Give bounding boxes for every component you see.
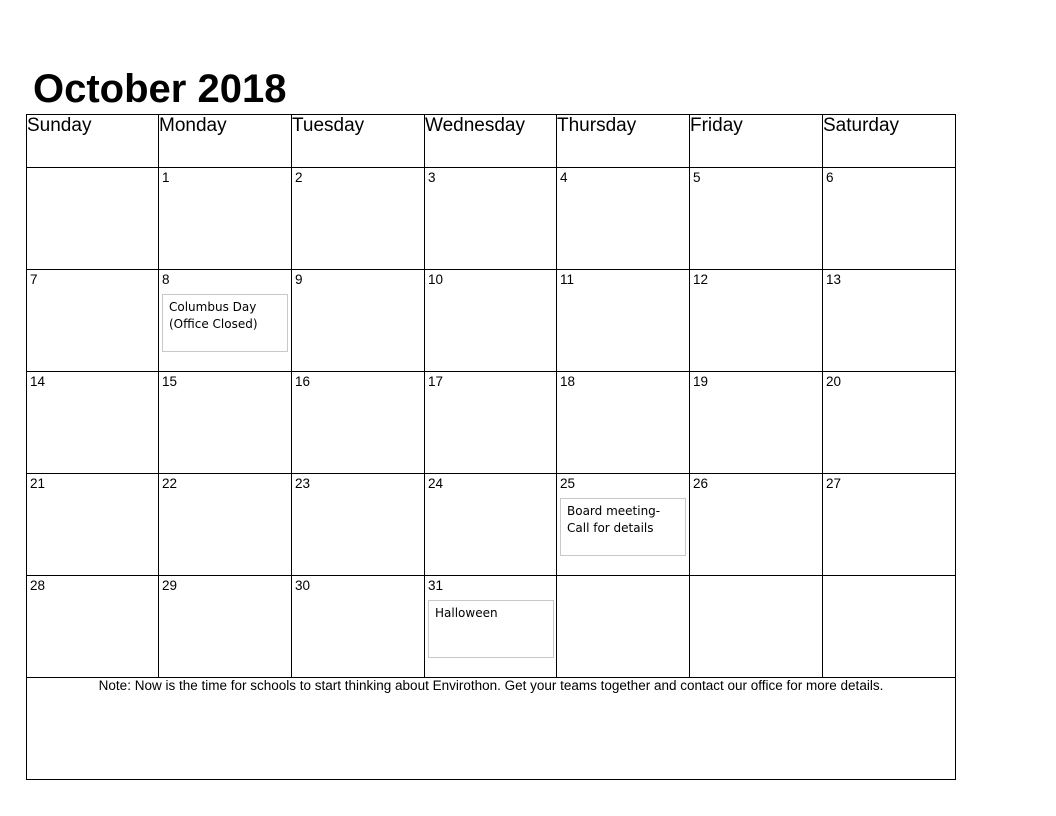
day-cell [27,372,159,474]
day-cell [690,372,823,474]
day-cell [159,270,292,372]
event-text: Call for details [567,521,654,535]
day-cell [557,474,690,576]
day-cell [27,474,159,576]
day-number: 8 [162,272,170,287]
weekday-thursday: Thursday [557,115,690,168]
day-cell [292,168,425,270]
day-cell [292,270,425,372]
day-cell [425,270,557,372]
event-columbus-day [162,294,288,352]
day-number: 20 [826,374,842,389]
weekday-sunday: Sunday [27,115,159,168]
day-number: 12 [693,272,709,287]
day-number: 23 [295,476,311,491]
day-number: 24 [428,476,444,491]
day-cell [823,168,956,270]
day-number: 1 [162,170,170,185]
weekday-monday: Monday [159,115,292,168]
day-cell [159,576,292,678]
day-cell [425,576,557,678]
day-cell [159,168,292,270]
day-cell [425,474,557,576]
day-number: 15 [162,374,178,389]
day-cell [690,576,823,678]
day-cell [690,270,823,372]
day-number: 27 [826,476,842,491]
day-cell [823,474,956,576]
day-number: 10 [428,272,444,287]
note-row [27,678,956,780]
day-cell [557,168,690,270]
calendar-grid [26,114,956,780]
day-cell [292,474,425,576]
event-text: (Office Closed) [169,317,258,331]
day-number: 3 [428,170,436,185]
day-number: 6 [826,170,834,185]
week-row-3 [27,372,956,474]
event-board-meeting [560,498,686,556]
day-number: 5 [693,170,701,185]
day-cell [425,372,557,474]
day-number: 31 [428,578,444,593]
day-cell [823,270,956,372]
event-text: Columbus Day [169,300,257,314]
calendar-note: Note: Now is the time for schools to start thinking about Envirothon. Get your teams together and contact our office for more details. [27,678,956,780]
day-cell [292,576,425,678]
day-number: 2 [295,170,303,185]
day-number: 30 [295,578,311,593]
day-cell [557,372,690,474]
day-cell [159,474,292,576]
day-number: 18 [560,374,576,389]
day-number: 26 [693,476,709,491]
day-cell [27,168,159,270]
day-number: 25 [560,476,576,491]
day-number: 17 [428,374,444,389]
day-cell [159,372,292,474]
day-cell [27,270,159,372]
day-cell [27,576,159,678]
weekday-friday: Friday [690,115,823,168]
week-row-5 [27,576,956,678]
day-cell [557,576,690,678]
day-number: 4 [560,170,568,185]
day-number: 14 [30,374,46,389]
event-text: Board meeting- [567,504,661,518]
day-cell [292,372,425,474]
day-number: 19 [693,374,709,389]
day-number: 22 [162,476,178,491]
weekday-header-row [27,115,956,168]
day-cell [823,372,956,474]
day-number: 16 [295,374,311,389]
day-number: 7 [30,272,38,287]
day-cell [690,168,823,270]
event-text: Halloween [435,606,498,620]
weekday-saturday: Saturday [823,115,956,168]
day-number: 9 [295,272,303,287]
week-row-1 [27,168,956,270]
day-number: 28 [30,578,46,593]
week-row-4 [27,474,956,576]
weekday-tuesday: Tuesday [292,115,425,168]
day-number: 11 [560,272,575,287]
weekday-wednesday: Wednesday [425,115,557,168]
day-number: 29 [162,578,178,593]
event-halloween [428,600,554,658]
day-number: 13 [826,272,842,287]
day-cell [690,474,823,576]
week-row-2 [27,270,956,372]
day-number: 21 [30,476,46,491]
day-cell [823,576,956,678]
calendar-title: October 2018 [33,67,287,111]
day-cell [425,168,557,270]
day-cell [557,270,690,372]
